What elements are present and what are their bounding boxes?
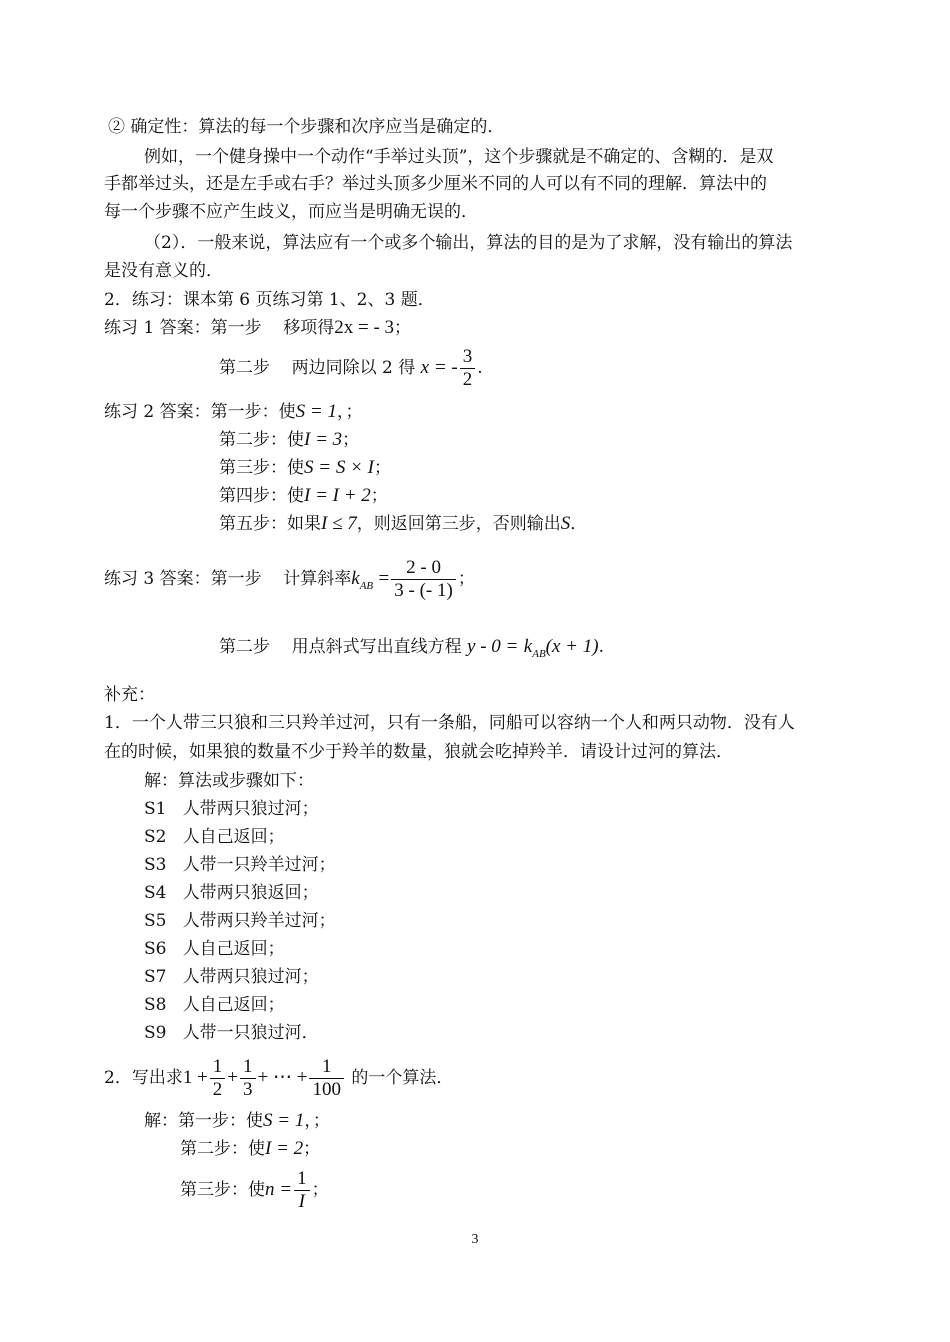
text: 补充： xyxy=(104,685,155,705)
step-id: S7 xyxy=(144,967,167,987)
math-expression: (x + 1) xyxy=(545,636,599,657)
exercise-1-step-2 xyxy=(219,346,483,391)
text-line xyxy=(104,740,733,764)
text: 两边同除以 2 得 xyxy=(291,358,416,378)
text: ； xyxy=(311,1180,329,1200)
exercise-2-step-3 xyxy=(219,456,391,480)
step-label: 第二步 xyxy=(219,637,270,657)
step-label: 第三步：使 xyxy=(219,458,304,478)
page-number: 3 xyxy=(471,1232,479,1247)
step-id: S9 xyxy=(144,1023,167,1043)
text: . xyxy=(598,637,604,657)
solution-intro xyxy=(144,769,314,793)
text: ． xyxy=(570,514,588,534)
step-label: 第五步：如果 xyxy=(219,514,321,534)
text: ，则返回第三步，否则输出 xyxy=(356,514,561,534)
text: ； xyxy=(394,318,412,338)
math-expression: I ≤ 7 xyxy=(321,513,357,534)
math-expression: S = 1 xyxy=(263,1110,305,1131)
fraction xyxy=(309,1056,344,1101)
list-item xyxy=(144,993,285,1017)
step-label: 第一步 xyxy=(210,569,262,589)
step-text: 人带两只狼过河； xyxy=(182,967,319,987)
math-subscript: AB xyxy=(359,580,374,592)
step-id: S4 xyxy=(144,883,167,903)
step-id: S3 xyxy=(144,855,167,875)
fraction xyxy=(391,557,456,602)
list-item xyxy=(144,909,336,933)
exercise-2-step-1 xyxy=(104,400,362,424)
text-line xyxy=(108,115,504,139)
denominator: 3 xyxy=(240,1078,256,1101)
text: ； xyxy=(303,1139,321,1159)
exercise-2-step-2 xyxy=(219,428,359,452)
text-line xyxy=(144,231,792,255)
text: 解：算法或步骤如下： xyxy=(144,771,314,791)
step-label: 解：第一步：使 xyxy=(144,1111,263,1131)
answer-label: 练习 1 答案： xyxy=(104,318,211,338)
math-operator: = xyxy=(378,568,390,589)
exercise-3-step-1 xyxy=(104,554,475,611)
text-line xyxy=(104,711,795,735)
step-text: 人带两只狼过河； xyxy=(182,799,319,819)
text: 在的时候，如果狼的数量不少于羚羊的数量，狼就会吃掉羚羊．请设计过河的算法． xyxy=(104,742,733,762)
step-text: 人带一只狼过河． xyxy=(182,1023,319,1043)
step-label: 第四步：使 xyxy=(219,486,304,506)
numerator: 1 xyxy=(243,1056,253,1077)
text: ； xyxy=(457,569,475,589)
math-expression: n = xyxy=(265,1179,293,1200)
denominator: 2 xyxy=(210,1078,226,1101)
supplement-heading xyxy=(104,683,155,707)
text: （2）．一般来说，算法应有一个或多个输出，算法的目的是为了求解，没有输出的算法 xyxy=(144,233,793,253)
text-line xyxy=(104,259,223,283)
text: 例如，一个健身操中一个动作“手举过头顶”，这个步骤就是不确定的、含糊的．是双 xyxy=(144,147,774,167)
fraction xyxy=(460,346,476,391)
step-label: 第二步 xyxy=(219,358,270,378)
math-expression: I = I + 2 xyxy=(304,485,371,506)
math-variable: k xyxy=(523,636,533,657)
step-text: 人自己返回； xyxy=(182,995,285,1015)
numerator: 1 xyxy=(321,1056,332,1077)
text-line xyxy=(104,172,767,196)
math-expression: S xyxy=(560,513,571,534)
exercise-2-step-4 xyxy=(219,484,388,508)
list-item xyxy=(144,797,319,821)
step-id: S5 xyxy=(144,911,167,931)
step-id: S1 xyxy=(144,799,167,819)
text: 2．写出求 xyxy=(104,1068,183,1088)
math-expression: y - 0 = xyxy=(467,636,519,657)
list-item xyxy=(144,881,319,905)
fraction xyxy=(240,1056,256,1101)
text: . xyxy=(477,358,483,378)
text: 移项得 xyxy=(283,318,335,338)
step-label: 第二步：使 xyxy=(219,430,304,450)
exercise-2-step-5 xyxy=(219,512,587,536)
text-line xyxy=(104,200,478,224)
numerator: 2 - 0 xyxy=(406,557,441,578)
numerator: 1 xyxy=(297,1168,307,1189)
step-text: 人带两只羚羊过河； xyxy=(182,911,336,931)
text: 1．一个人带三只狼和三只羚羊过河，只有一条船，同船可以容纳一个人和两只动物．没有人 xyxy=(104,713,795,733)
text: 计算斜率 xyxy=(283,569,352,589)
text: ； xyxy=(342,430,360,450)
text: 手都举过头，还是左手或右手？举过头顶多少厘米不同的人可以有不同的理解．算法中的 xyxy=(104,174,767,194)
exercise-heading xyxy=(104,288,435,312)
denominator: I xyxy=(294,1190,310,1213)
step-text: 人自己返回； xyxy=(182,939,285,959)
list-item xyxy=(144,937,285,961)
step-text: 人自己返回； xyxy=(182,827,285,847)
text: ② 确定性：算法的每一个步骤和次序应当是确定的． xyxy=(108,117,505,137)
step-label: 第三步：使 xyxy=(180,1180,265,1200)
step-id: S8 xyxy=(144,995,167,1015)
step-id: S6 xyxy=(144,939,167,959)
math-operator: + xyxy=(227,1067,239,1088)
answer-label: 练习 3 答案： xyxy=(104,569,211,589)
math-expression: I = 3 xyxy=(304,429,343,450)
math-variable: k xyxy=(351,568,360,589)
step-text: 人带一只羚羊过河； xyxy=(182,855,336,875)
step-label: 第一步：使 xyxy=(210,402,296,422)
numerator: 1 xyxy=(212,1056,223,1077)
text: 2．练习：课本第 6 页练习第 1、2、3 题． xyxy=(104,290,435,310)
math-operator: + ⋯ + xyxy=(257,1067,308,1088)
math-expression: S = S × I xyxy=(304,457,374,478)
text: ； xyxy=(370,486,388,506)
exercise-1-step-1 xyxy=(104,316,411,340)
text: 用点斜式写出直线方程 xyxy=(291,637,462,657)
math-expression: 2x = - 3 xyxy=(334,317,395,338)
exercise-3-step-2 xyxy=(219,632,604,669)
step-label: 第二步：使 xyxy=(180,1139,265,1159)
question-2-step-1 xyxy=(144,1109,330,1133)
question-2-step-2 xyxy=(180,1137,320,1161)
question-2 xyxy=(104,1053,453,1103)
denominator: 3 - (- 1) xyxy=(391,579,456,602)
text: ，； xyxy=(304,1111,330,1131)
text: ，； xyxy=(336,402,363,422)
list-item xyxy=(144,825,285,849)
text-line xyxy=(144,145,773,169)
numerator: 3 xyxy=(462,346,473,367)
fraction xyxy=(210,1056,226,1101)
answer-label: 练习 2 答案： xyxy=(104,402,211,422)
denominator: 100 xyxy=(309,1078,344,1101)
list-item xyxy=(144,1021,319,1045)
fraction xyxy=(294,1168,310,1213)
denominator: 2 xyxy=(460,368,476,391)
step-label: 第一步 xyxy=(210,318,262,338)
math-expression: x = - xyxy=(420,357,458,378)
text: ； xyxy=(373,458,391,478)
text: 每一个步骤不应产生歧义，而应当是明确无误的． xyxy=(104,202,478,222)
math-expression: 1 + xyxy=(182,1067,208,1088)
step-text: 人带两只狼返回； xyxy=(182,883,319,903)
math-subscript: AB xyxy=(532,648,546,660)
list-item xyxy=(144,853,336,877)
text: 是没有意义的． xyxy=(104,261,223,281)
text: 的一个算法． xyxy=(351,1068,454,1088)
math-expression: I = 2 xyxy=(265,1138,304,1159)
question-2-step-3 xyxy=(180,1165,329,1215)
math-expression: S = 1 xyxy=(295,401,337,422)
list-item xyxy=(144,965,319,989)
step-id: S2 xyxy=(144,827,167,847)
